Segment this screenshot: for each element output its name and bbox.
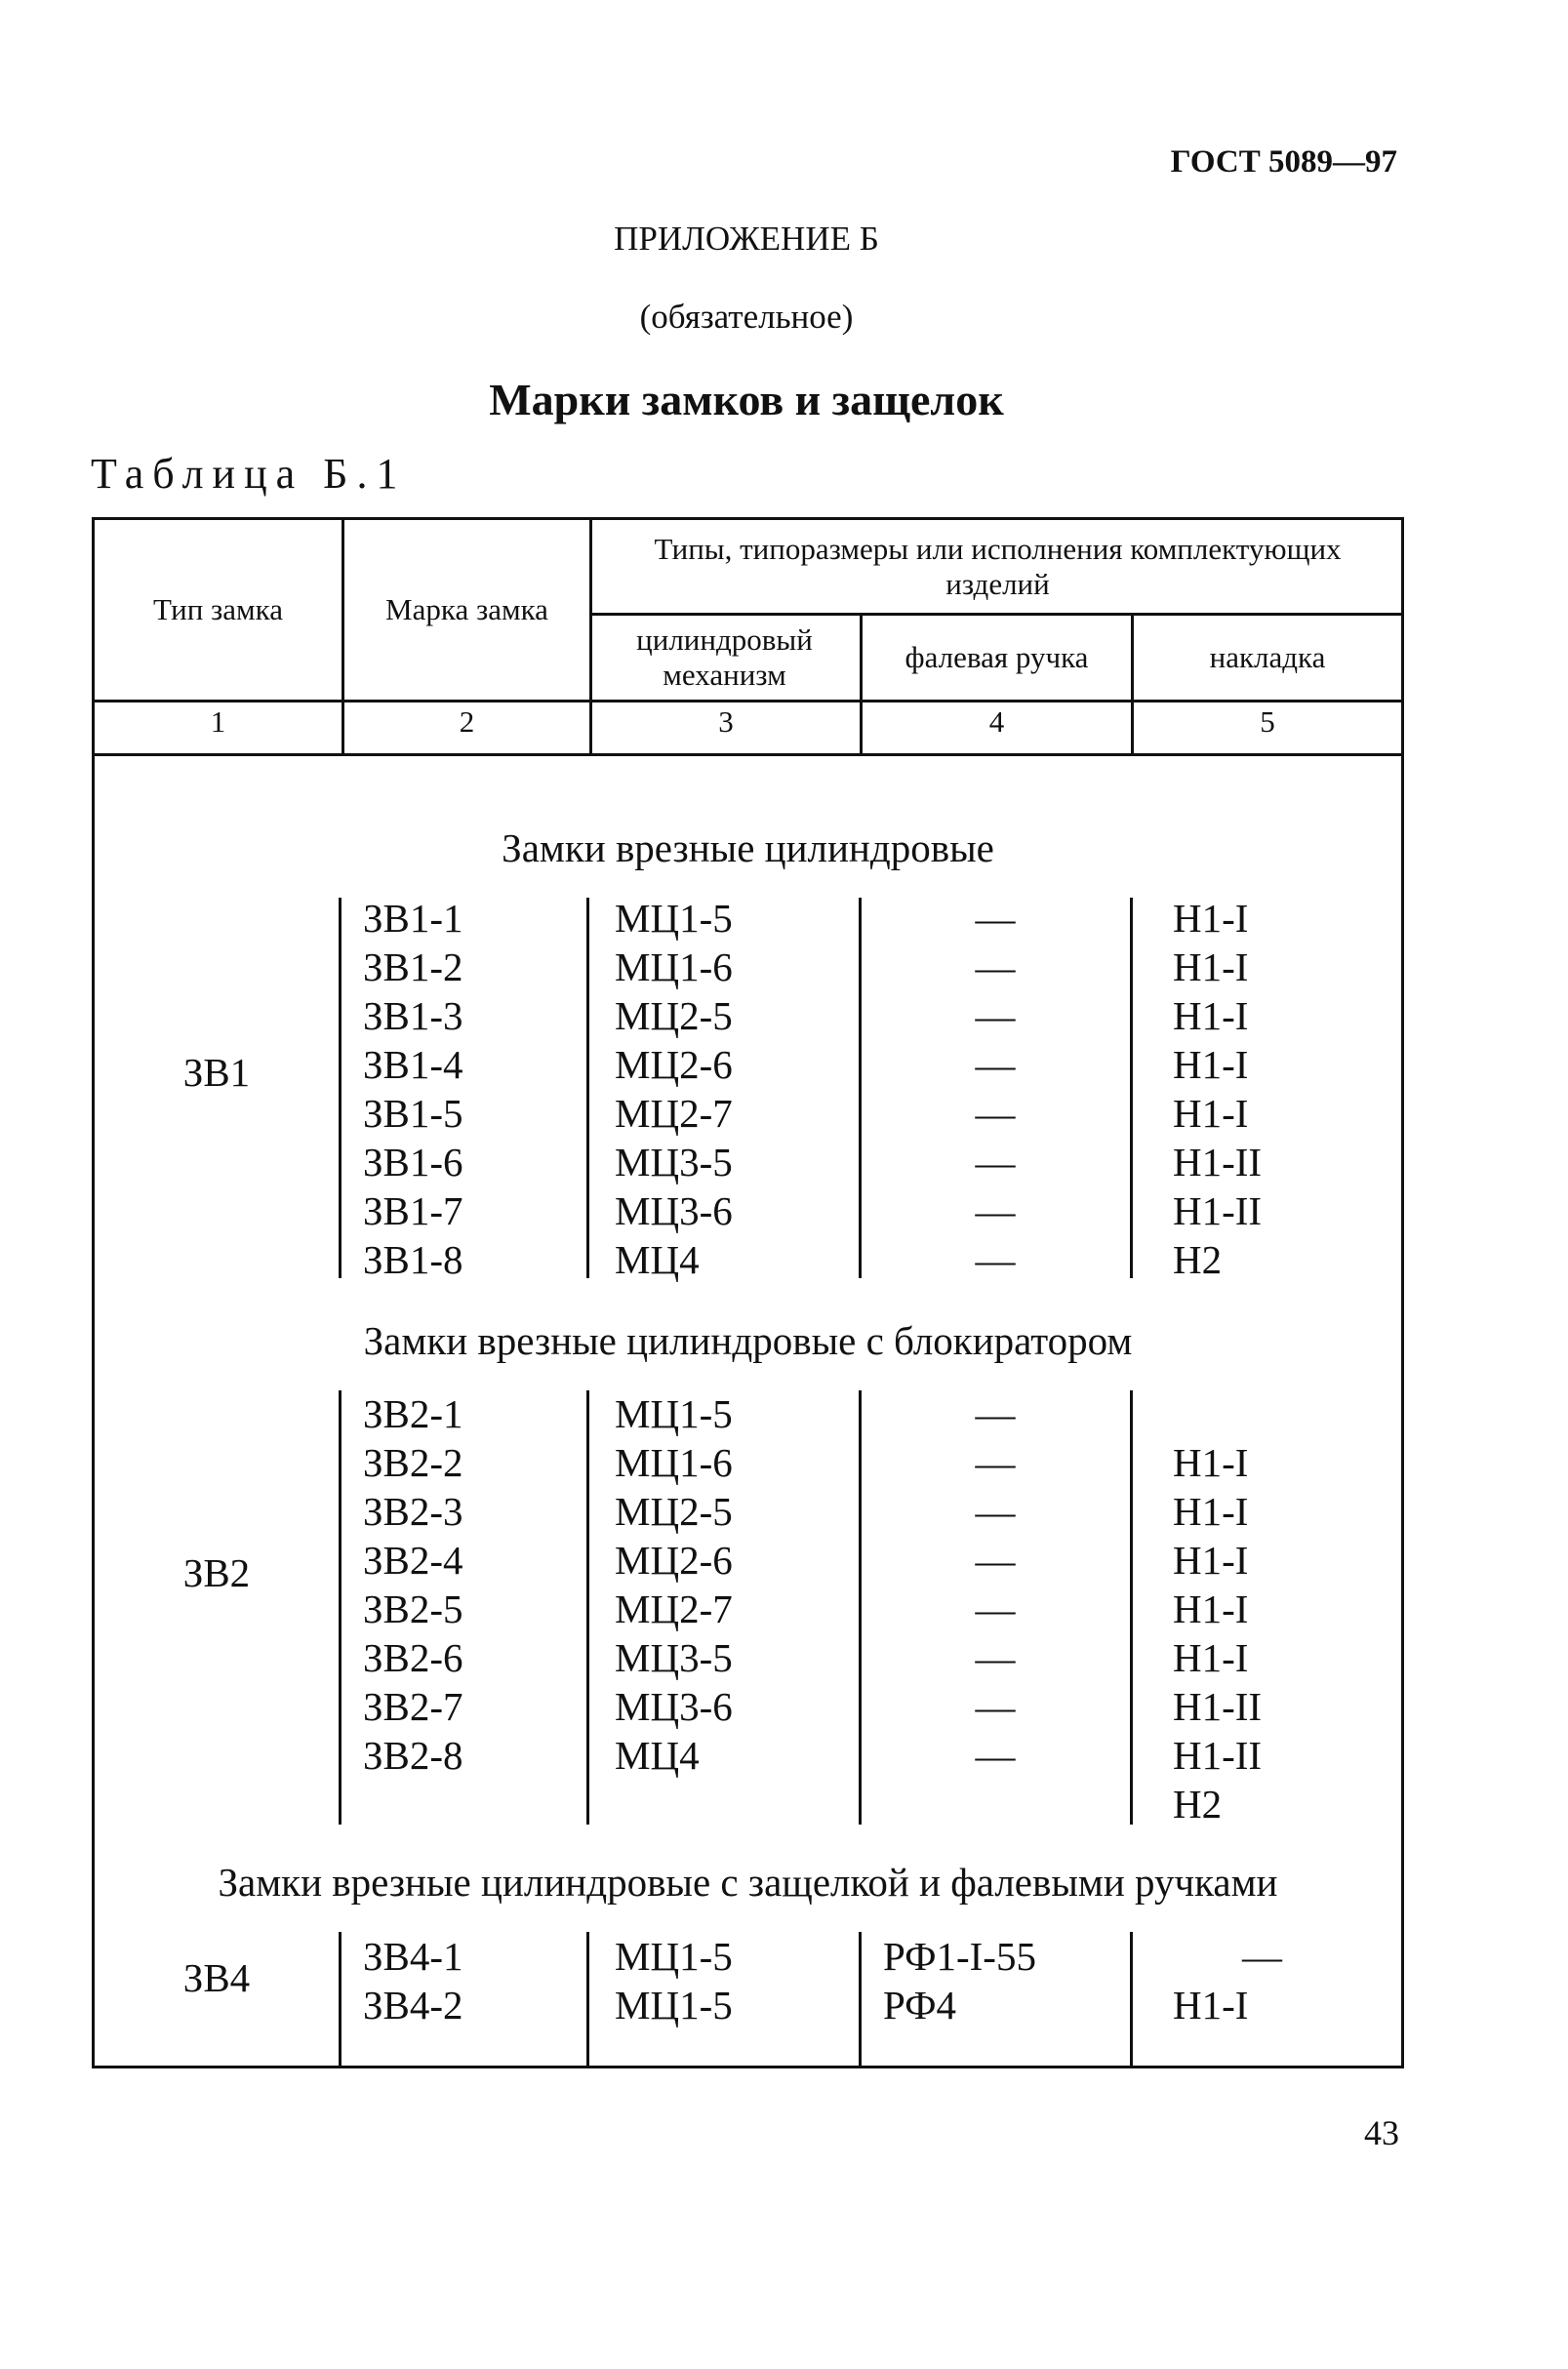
list-item: ЗВ1-2 xyxy=(363,944,463,989)
rule-v2-sec1 xyxy=(586,898,589,1278)
rule-v1-sec1 xyxy=(339,898,342,1278)
list-item: ЗВ1-4 xyxy=(363,1042,463,1087)
list-item: МЦ4 xyxy=(615,1733,700,1778)
list-item: — xyxy=(975,896,1016,941)
list-item: — xyxy=(975,1237,1016,1282)
list-item: Н1-I xyxy=(1173,1440,1249,1485)
list-item: ЗВ2-8 xyxy=(363,1733,463,1778)
list-item: — xyxy=(975,1091,1016,1136)
header-components-group: Типы, типоразмеры или исполнения комплектующих изделий xyxy=(654,531,1342,601)
list-item: — xyxy=(975,1635,1016,1680)
section-title-zv1: Замки врезные цилиндровые xyxy=(502,825,994,870)
list-item: ЗВ1-3 xyxy=(363,993,463,1038)
rule-v3-sec1 xyxy=(859,898,862,1278)
handle-list-zv2 xyxy=(937,1389,1054,1780)
list-item: — xyxy=(975,1440,1016,1485)
col-number-2: 2 xyxy=(459,704,475,739)
header-lock-type: Тип замка xyxy=(152,592,284,626)
lock-type-zv1: ЗВ1 xyxy=(182,1050,251,1095)
header-plate: накладка xyxy=(1209,640,1326,674)
brand-list-zv1 xyxy=(363,894,463,1284)
rule-v4-sec2 xyxy=(1130,1390,1133,1825)
list-item: ЗВ2-7 xyxy=(363,1684,463,1729)
list-item: — xyxy=(975,1042,1016,1087)
list-item: МЦ3-5 xyxy=(615,1140,733,1184)
list-item: Н1-I xyxy=(1173,1586,1249,1631)
appendix-heading: ПРИЛОЖЕНИЕ Б xyxy=(614,220,879,258)
cylinder-list-zv4 xyxy=(615,1932,733,2029)
cylinder-list-zv2 xyxy=(615,1389,733,1780)
list-item: ЗВ2-5 xyxy=(363,1586,463,1631)
list-item: МЦ1-6 xyxy=(615,1440,733,1485)
list-item: МЦ1-5 xyxy=(615,896,733,941)
list-item: — xyxy=(975,944,1016,989)
rule-header-bottom xyxy=(92,700,1404,703)
list-item: Н1-I xyxy=(1173,896,1249,941)
list-item: ЗВ1-7 xyxy=(363,1188,463,1233)
list-item: МЦ1-6 xyxy=(615,944,733,989)
list-item: Н1-II xyxy=(1173,1188,1263,1233)
section-title-zv2: Замки врезные цилиндровые с блокиратором xyxy=(363,1318,1133,1363)
list-item: ЗВ2-1 xyxy=(363,1391,463,1436)
list-item: Н1-I xyxy=(1173,1983,1249,2028)
list-item: ЗВ2-4 xyxy=(363,1538,463,1583)
list-item: Н1-II xyxy=(1173,1140,1263,1184)
list-item: МЦ3-6 xyxy=(615,1684,733,1729)
list-item xyxy=(1173,1389,1262,1438)
list-item: Н1-I xyxy=(1173,993,1249,1038)
page-number: 43 xyxy=(1364,2113,1399,2152)
handle-list-zv1 xyxy=(937,894,1054,1284)
list-item: — xyxy=(975,1391,1016,1436)
list-item: МЦ2-5 xyxy=(615,993,733,1038)
rule-v3-sec2 xyxy=(859,1390,862,1825)
list-item: МЦ2-7 xyxy=(615,1586,733,1631)
lock-type-zv2: ЗВ2 xyxy=(182,1550,251,1595)
standard-number: ГОСТ 5089—97 xyxy=(1170,144,1397,180)
plate-list-zv2 xyxy=(1173,1389,1262,1828)
list-item: РФ1-I-55 xyxy=(883,1934,1036,1979)
cylinder-list-zv1 xyxy=(615,894,733,1284)
list-item: Н2 xyxy=(1173,1782,1223,1827)
rule-v2-sec2 xyxy=(586,1390,589,1825)
rule-v2-sec3 xyxy=(586,1932,589,2068)
list-item: Н2 xyxy=(1173,1237,1223,1282)
rule-v1-sec3 xyxy=(339,1932,342,2068)
list-item: — xyxy=(975,993,1016,1038)
list-item: ЗВ1-6 xyxy=(363,1140,463,1184)
col-number-1: 1 xyxy=(210,704,226,739)
handle-list-zv4 xyxy=(883,1932,1036,2029)
rule-v3-sec3 xyxy=(859,1932,862,2068)
rule-numbers-bottom xyxy=(92,753,1404,756)
header-cylinder: цилиндровый механизм xyxy=(636,622,813,692)
list-item: Н1-II xyxy=(1173,1684,1263,1729)
col-number-4: 4 xyxy=(988,704,1005,739)
table-caption: Таблица Б.1 xyxy=(91,450,407,498)
plate-list-zv4 xyxy=(1173,1932,1282,2029)
list-item: — xyxy=(975,1538,1016,1583)
rule-v4-sec3 xyxy=(1130,1932,1133,2068)
list-item: Н1-I xyxy=(1173,944,1249,989)
list-item: Н1-I xyxy=(1173,1538,1249,1583)
list-item: — xyxy=(975,1188,1016,1233)
list-item: ЗВ1-8 xyxy=(363,1237,463,1282)
rule-v1-sec2 xyxy=(339,1390,342,1825)
list-item: Н1-I xyxy=(1173,1635,1249,1680)
list-item: — xyxy=(975,1684,1016,1729)
list-item: МЦ2-6 xyxy=(615,1538,733,1583)
list-item: МЦ2-5 xyxy=(615,1489,733,1534)
col-number-3: 3 xyxy=(718,704,734,739)
list-item: ЗВ2-6 xyxy=(363,1635,463,1680)
lock-type-zv4: ЗВ4 xyxy=(182,1955,251,2000)
list-item: МЦ1-5 xyxy=(615,1391,733,1436)
section-title-zv4: Замки врезные цилиндровые с защелкой и фалевыми ручками xyxy=(218,1860,1278,1905)
plate-list-zv1 xyxy=(1173,894,1262,1284)
list-item: МЦ2-6 xyxy=(615,1042,733,1087)
list-item: Н1-II xyxy=(1173,1733,1263,1778)
list-item: — xyxy=(975,1489,1016,1534)
list-item: Н1-I xyxy=(1173,1489,1249,1534)
list-item: ЗВ1-1 xyxy=(363,896,463,941)
header-lock-brand: Марка замка xyxy=(385,592,548,626)
list-item: ЗВ2-2 xyxy=(363,1440,463,1485)
list-item: Н1-I xyxy=(1173,1042,1249,1087)
col-number-5: 5 xyxy=(1260,704,1275,739)
list-item: ЗВ2-3 xyxy=(363,1489,463,1534)
list-item: МЦ4 xyxy=(615,1237,700,1282)
list-item: МЦ1-5 xyxy=(615,1934,733,1979)
list-item: МЦ3-5 xyxy=(615,1635,733,1680)
list-item: ЗВ4-1 xyxy=(363,1934,463,1979)
list-item: МЦ3-6 xyxy=(615,1188,733,1233)
list-item: ЗВ1-5 xyxy=(363,1091,463,1136)
rule-v4-sec1 xyxy=(1130,898,1133,1278)
list-item: МЦ1-5 xyxy=(615,1983,733,2028)
appendix-status: (обязательное) xyxy=(639,298,854,336)
page-title: Марки замков и защелок xyxy=(489,375,1004,424)
list-item: МЦ2-7 xyxy=(615,1091,733,1136)
brand-list-zv4 xyxy=(363,1932,463,2029)
brand-list-zv2 xyxy=(363,1389,463,1780)
header-handle: фалевая ручка xyxy=(905,640,1089,674)
list-item: — xyxy=(1242,1934,1282,1979)
list-item: — xyxy=(975,1586,1016,1631)
table-frame xyxy=(92,517,1404,2068)
list-item: Н1-I xyxy=(1173,1091,1249,1136)
list-item: ЗВ4-2 xyxy=(363,1983,463,2028)
list-item: — xyxy=(975,1733,1016,1778)
list-item: РФ4 xyxy=(883,1983,956,2028)
list-item: — xyxy=(975,1140,1016,1184)
